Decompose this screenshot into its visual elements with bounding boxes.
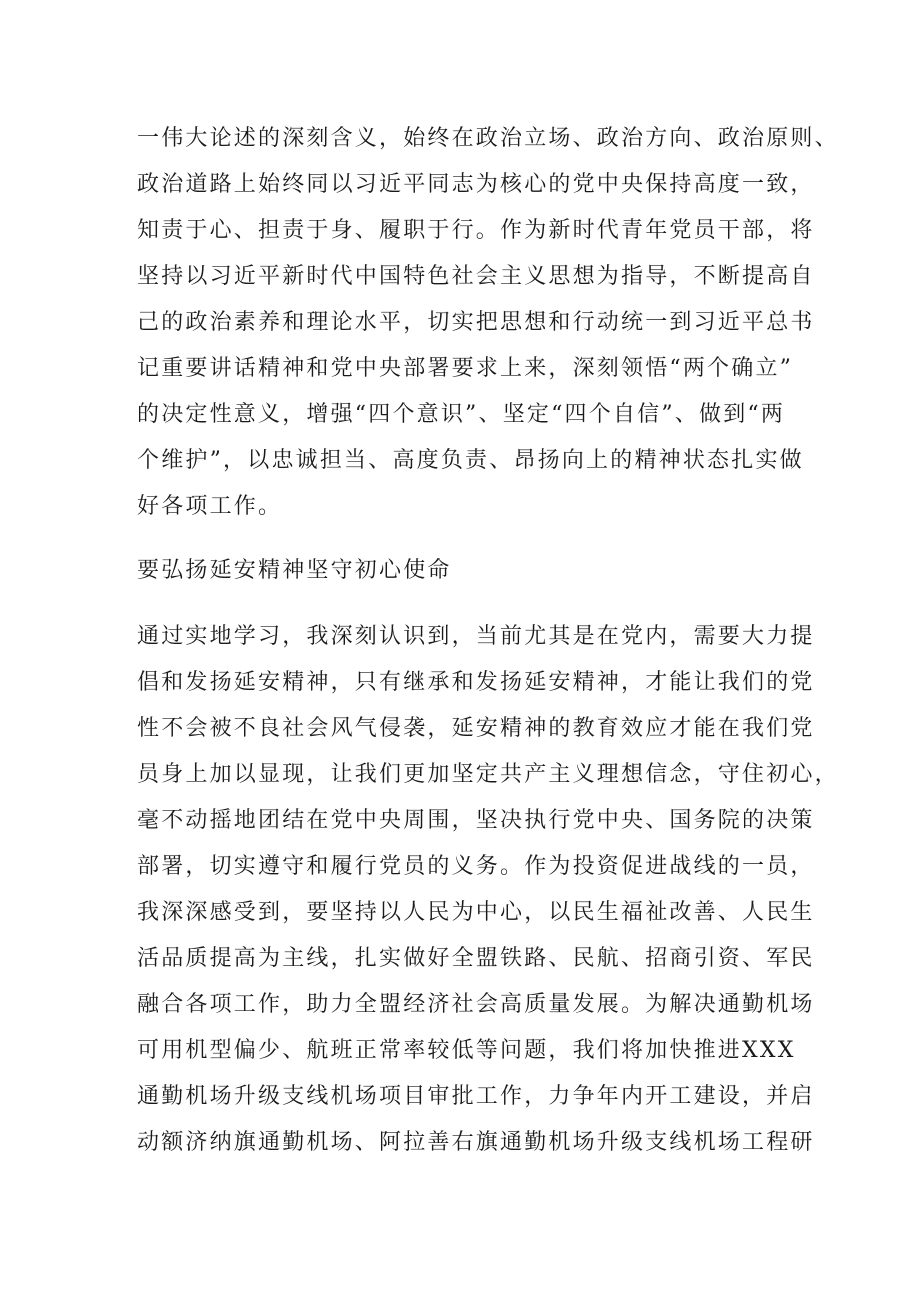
paragraph-1-line-8: 个维护”，以忠诚担当、高度负责、昂扬向上的精神状态扎实做 xyxy=(137,448,804,473)
paragraph-2-line-5: 毫不动摇地团结在党中央周围，坚决执行党中央、国务院的决策 xyxy=(137,808,815,833)
paragraph-1-line-4: 坚持以习近平新时代中国特色社会主义思想为指导，不断提高自 xyxy=(137,264,815,289)
paragraph-1-line-5: 己的政治素养和理论水平，切实把思想和行动统一到习近平总书 xyxy=(137,310,815,335)
paragraph-2-line-8: 活品质提高为主线，扎实做好全盟铁路、民航、招商引资、军民 xyxy=(137,946,815,971)
paragraph-2-line-2: 倡和发扬延安精神，只有继承和发扬延安精神，才能让我们的党 xyxy=(137,670,815,695)
paragraph-1-line-6: 记重要讲话精神和党中央部署要求上来，深刻领悟“两个确立” xyxy=(137,356,794,381)
paragraph-2-line-4: 员身上加以显现，让我们更加坚定共产主义理想信念，守住初心， xyxy=(137,762,839,787)
paragraph-1-line-7: 的决定性意义，增强“四个意识”、坚定“四个自信”、做到“两 xyxy=(137,402,786,427)
paragraph-1-line-2: 政治道路上始终同以习近平同志为核心的党中央保持高度一致， xyxy=(137,172,815,197)
paragraph-1-line-9: 好各项工作。 xyxy=(137,494,283,519)
paragraph-2-line-11: 通勤机场升级支线机场项目审批工作，力争年内开工建设，并启 xyxy=(137,1084,815,1109)
paragraph-2-line-7: 我深深感受到，要坚持以人民为中心，以民生福祉改善、人民生 xyxy=(137,900,815,925)
section-heading: 要弘扬延安精神坚守初心使命 xyxy=(137,558,452,583)
paragraph-1-line-3: 知责于心、担责于身、履职于行。作为新时代青年党员干部，将 xyxy=(137,218,815,243)
paragraph-2-line-1: 通过实地学习，我深刻认识到，当前尤其是在党内，需要大力提 xyxy=(137,624,815,649)
paragraph-2-line-12: 动额济纳旗通勤机场、阿拉善右旗通勤机场升级支线机场工程研 xyxy=(137,1130,815,1155)
paragraph-1-line-1: 一伟大论述的深刻含义，始终在政治立场、政治方向、政治原则、 xyxy=(137,126,839,151)
paragraph-2-line-10: 可用机型偏少、航班正常率较低等问题，我们将加快推进XXX xyxy=(137,1038,796,1063)
paragraph-2-line-6: 部署，切实遵守和履行党员的义务。作为投资促进战线的一员， xyxy=(137,854,815,879)
paragraph-2-line-3: 性不会被不良社会风气侵袭，延安精神的教育效应才能在我们党 xyxy=(137,716,815,741)
paragraph-2-line-9: 融合各项工作，助力全盟经济社会高质量发展。为解决通勤机场 xyxy=(137,992,815,1017)
